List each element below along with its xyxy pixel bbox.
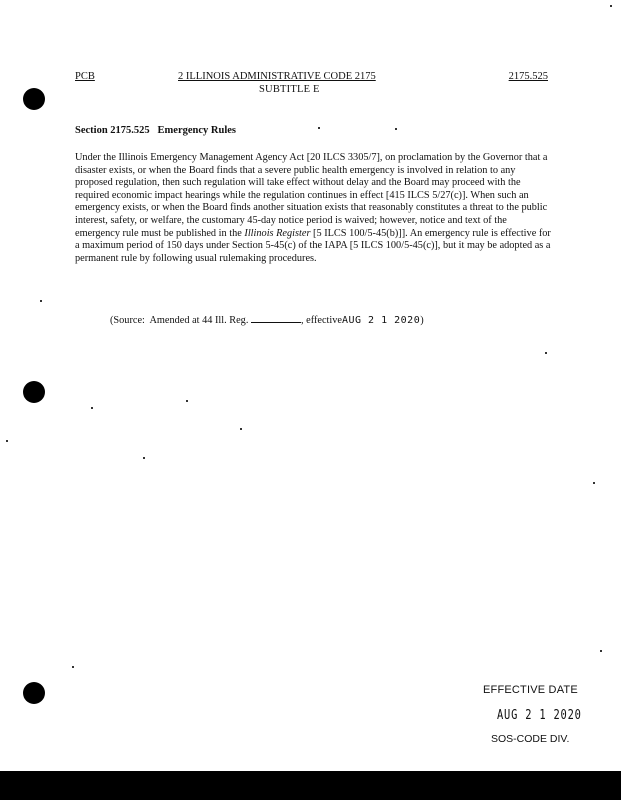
scan-speck [610, 5, 612, 7]
scan-speck [593, 482, 595, 484]
effective-date-stamp-title: EFFECTIVE DATE [483, 684, 578, 696]
scan-speck [395, 128, 397, 130]
scan-speck [40, 300, 42, 302]
header-code-title: 2 ILLINOIS ADMINISTRATIVE CODE 2175 [178, 71, 376, 82]
body-text-part1: Under the Illinois Emergency Management Agency Act [20 ILCS 3305/7], on proclamation by the Governor that a disaster exists, or when the Board finds that a severe public health emergency is involved in relation to any proposed regulation, then such regulation will take effect without delay and the Board may proceed with the required economic impact hearings while the regulation continues in effect [415 ILCS 5/27(c)]. When such an emergency exists, or when the Board finds another situation exists that reasonably constitutes a threat to the public interest, safety, or welfare, the customary 45-day notice period is waived; however, notice and text of the emergency rule must be published in the [75, 152, 548, 239]
scan-speck [318, 127, 320, 129]
source-note [110, 313, 424, 326]
scan-speck [186, 400, 188, 402]
scan-speck [600, 650, 602, 652]
source-prefix: (Source: Amended at 44 Ill. Reg. [110, 315, 249, 326]
source-stamped-date: AUG 2 1 2020 [341, 315, 421, 326]
register-page-blank [251, 313, 301, 323]
scan-speck [143, 457, 145, 459]
source-suffix: ) [420, 315, 424, 326]
scan-speck [6, 440, 8, 442]
scan-speck [91, 407, 93, 409]
header-subtitle: SUBTITLE E [259, 84, 320, 95]
header-agency: PCB [75, 71, 95, 82]
effective-date-stamp-date: AUG 2 1 2020 [497, 708, 582, 723]
scan-speck [240, 428, 242, 430]
section-body [75, 152, 551, 265]
scan-speck [72, 666, 74, 668]
scan-bottom-border [0, 771, 621, 800]
section-heading: Section 2175.525 Emergency Rules [75, 125, 236, 136]
scan-speck [545, 352, 547, 354]
body-text-part2: [5 ILCS 100/5-45(b)]]. An emergency rule is effective for a maximum period of 150 days under Section 5-45(c) of the IAPA [5 ILCS 100/5-45(c)], but it may be adopted as a permanent rule by following usual rulemaking procedures. [75, 227, 551, 264]
punch-hole-middle [23, 381, 45, 403]
punch-hole-top [23, 88, 45, 110]
effective-date-stamp-division: SOS-CODE DIV. [491, 733, 570, 745]
source-middle: , effective [300, 315, 342, 326]
punch-hole-bottom [23, 682, 45, 704]
header-section-number: 2175.525 [508, 71, 548, 82]
body-text-italic: Illinois Register [244, 227, 311, 239]
